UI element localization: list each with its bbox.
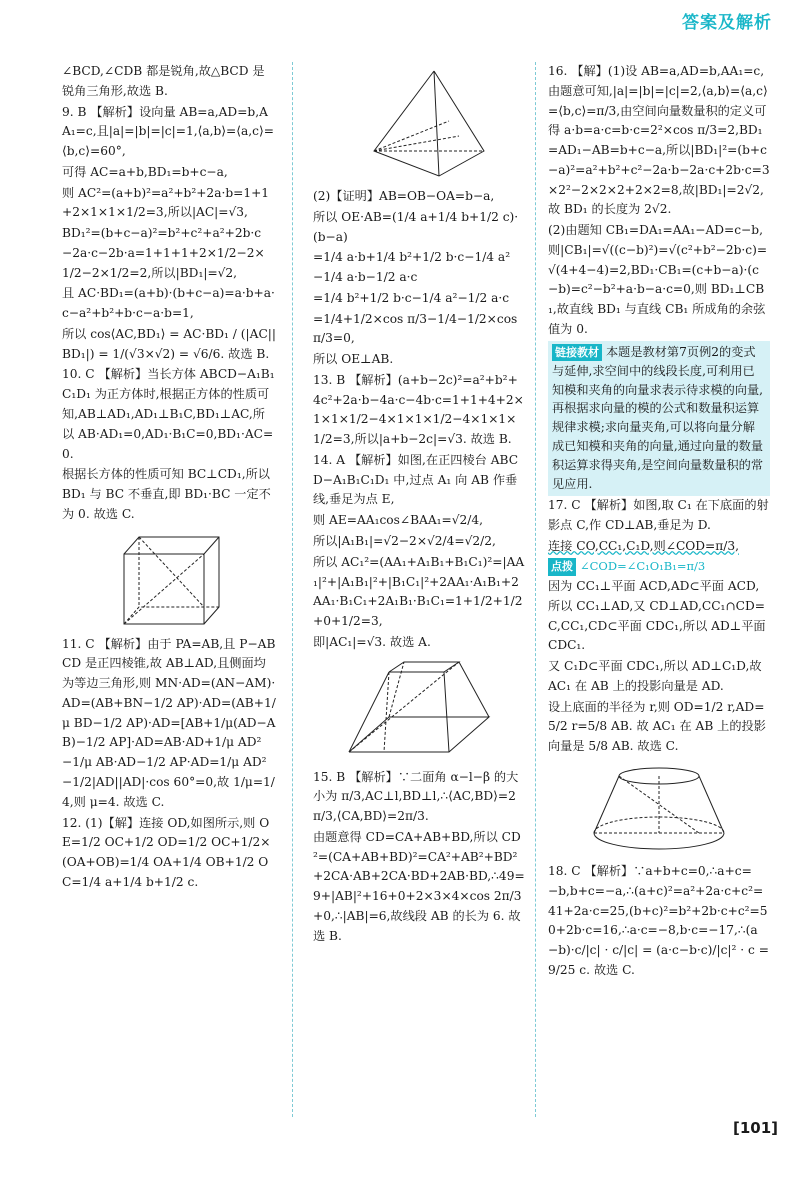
page-header-title: 答案及解析 xyxy=(682,13,772,33)
answer-text: 可得 AC=a+b,BD₁=b+c−a, xyxy=(62,164,228,179)
column-middle xyxy=(313,62,525,948)
answer-16: 16. 【解】(1)设 AB=a,AD=b,AA₁=c,由题意可知,|a|=|b|=|c|=2,⟨a,b⟩=⟨a,c⟩=⟨b,c⟩=π/3,由空间向量数量积的定义可得 a·b=a·c=b·c=2²×cos π/3=2,BD₁=AD₁−AB=b+c−a,所以|BD₁|²=(b+c−a)²=a²+b²+c²−2a·b−2a·c+2b·c=3×2²−2×2×2+2×2=8,故|BD₁|=2√2,故 BD₁ 的长度为 2√2. xyxy=(548,64,770,217)
answer-text: =1/4+1/2×cos π/3−1/4−1/2×cos π/3=0, xyxy=(313,311,518,346)
answer-11: 11. C 【解析】由于 PA=AB,且 P−ABCD 是正四棱锥,故 AB⊥AD,且侧面均为等边三角形,则 MN·AD=(AN−AM)·AD=(AB+BN−1/2 AP)·AD=(AB+1/μ BD−1/2 AP)·AD=[AB+1/μ(AD−AB)−1/2 AP]·AD=AB·AD+1/μ AD²−1/μ AB·AD−1/2 AP·AD=1/μ AD²−1/2|AD||AD|·cos 60°=0,故 1/μ=1/4,则 μ=4. 故选 C. xyxy=(62,636,276,809)
note-tag: 链接教材 xyxy=(552,344,602,361)
hint-text: ∠COD=∠C₁O₁B₁=π/3 xyxy=(580,559,706,574)
answer-15: 15. B 【解析】∵二面角 α−l−β 的大小为 π/3,AC⊥l,BD⊥l,∴⟨AC,BD⟩=2π/3,⟨CA,BD⟩=2π/3. xyxy=(313,769,519,824)
tetrahedron-figure xyxy=(339,66,499,181)
answer-12: 12. (1)【解】连接 OD,如图所示,则 OE=1/2 OC+1/2 OD=1/2 OC+1/2×(OA+OB)=1/4 OA+1/4 OB+1/2 OC=1/4 a+1/4 b+1/2 c. xyxy=(62,815,271,889)
note-text: 本题是教材第7页例2的变式与延伸,求空间中的线段长度,可利用已知模和夹角的向量求表示待求模的向量,再根据求向量的模的公式和数量积运算规律求模;求向量夹角,可以将向量分解成已知模和夹角的向量,通过向量的数量积运算求得夹角,是空间向量数量积的常见应用. xyxy=(552,344,764,492)
frustum-top xyxy=(389,662,459,672)
tetrahedron-edges xyxy=(374,71,484,176)
answer-text: 连接 CO,CC₁,C₁D,则∠COD=π/3, xyxy=(548,538,739,553)
frustum-bottom-ellipse-front xyxy=(594,833,724,849)
answer-text: 所以 cos⟨AC,BD₁⟩ = AC·BD₁ / (|AC||BD₁|) = 1/(√3×√2) = √6/6. 故选 B. xyxy=(62,326,276,361)
answer-9: 9. B 【解析】设向量 AB=a,AD=b,AA₁=c,且|a|=|b|=|c|=1,⟨a,b⟩=⟨a,c⟩=⟨b,c⟩=60°, xyxy=(62,104,274,159)
answer-text: 设上底面的半径为 r,则 OD=1/2 r,AD=5/2 r=5/8 AB. 故 AC₁ 在 AB 上的投影向量是 5/8 AB. 故选 C. xyxy=(548,699,766,754)
hint-tag: 点拨 xyxy=(548,558,576,576)
hint-line xyxy=(548,557,770,576)
frustum-figure xyxy=(344,657,494,762)
cuboid-figure xyxy=(104,529,234,629)
answer-text: BD₁²=(b+c−a)²=b²+c²+a²+2b·c−2a·c−2b·a=1+1+1+2×1/2−2×1/2−2×1/2=2,所以|BD₁|=√2, xyxy=(62,226,265,280)
column-left xyxy=(62,62,276,894)
column-divider xyxy=(535,62,536,1117)
answer-text: 所以 OE⊥AB. xyxy=(313,352,394,367)
answer-text: 所以 OE·AB=(1/4 a+1/4 b+1/2 c)·(b−a) xyxy=(313,209,519,244)
answer-14: 14. A 【解析】如图,在正四棱台 ABCD−A₁B₁C₁D₁ 中,过点 A₁ 向 AB 作垂线,垂足为点 E, xyxy=(313,452,519,507)
answer-text: 即|AC₁|=√3. 故选 A. xyxy=(313,634,431,649)
answer-17: 17. C 【解析】如图,取 C₁ 在下底面的射影点 C,作 CD⊥AB,垂足为 D. xyxy=(548,497,769,532)
answer-text: 则 AE=AA₁cos∠BAA₁=√2/4, xyxy=(313,513,484,528)
textbook-link-note xyxy=(548,341,770,496)
answer-text: (2)由题知 CB₁=DA₁=AA₁−AD=c−b,则|CB₁|=√((c−b)²)=√(c²+b²−2b·c)=√(4+4−4)=2,BD₁·CB₁=(c+b−a)·(c−b)=c²−b²+a·b−a·c=0,则 BD₁⊥CB₁,故直线 BD₁ 与直线 CB₁ 所成角的余弦值为 0. xyxy=(548,223,768,336)
answer-text: ∠BCD,∠CDB 都是锐角,故△BCD 是锐角三角形,故选 B. xyxy=(62,64,265,98)
answer-text: 根据长方体的性质可知 BC⊥CD₁,所以 BD₁ 与 BC 不垂直,即 BD₁·BC 一定不为 0. 故选 C. xyxy=(62,467,271,521)
answer-13: 13. B 【解析】(a+b−2c)²=a²+b²+4c²+2a·b−4a·c−4b·c=1+1+4+2×1×1×1/2−4×1×1×1/2−4×1×1×1/2=3,所以|a+b−2c|=√3. 故选 B. xyxy=(313,372,524,447)
answer-text: 且 AC·BD₁=(a+b)·(b+c−a)=a·b+a·c−a²+b²+b·c−a·b=1, xyxy=(62,286,275,321)
answer-text: 因为 CC₁⊥平面 ACD,AD⊂平面 ACD,所以 CC₁⊥AD,又 CD⊥AD,CC₁∩CD=C,CC₁,CD⊂平面 CDC₁,所以 AD⊥平面 CDC₁. xyxy=(548,579,766,653)
answer-10: 10. C 【解析】当长方体 ABCD−A₁B₁C₁D₁ 为正方体时,根据正方体的性质可知,AB⊥AD₁,AD₁⊥B₁C,BD₁⊥AC,所以 AB·AD₁=0,AD₁·B₁C=0,BD₁·AC=0. xyxy=(62,367,275,461)
answer-text: 由题意得 CD=CA+AB+BD,所以 CD²=(CA+AB+BD)²=CA²+AB²+BD²+2CA·AB+2CA·BD+2AB·BD,∴49=9+|AB|²+16+0+2×3×4×cos 2π/3+0,∴|AB|=6,故线段 AB 的长为 6. 故选 B. xyxy=(313,829,525,943)
answer-text: 又 C₁D⊂平面 CDC₁,所以 AD⊥C₁D,故 AC₁ 在 AB 上的投影向量是 AD. xyxy=(548,659,762,693)
answer-text: 则 AC²=(a+b)²=a²+b²+2a·b=1+1+2×1×1×1/2=3,所以|AC|=√3, xyxy=(62,185,270,220)
column-right xyxy=(548,62,770,982)
page-number: [101] xyxy=(732,1118,778,1137)
answer-text: 所以 AC₁²=(AA₁+A₁B₁+B₁C₁)²=|AA₁|²+|A₁B₁|²+|B₁C₁|²+2AA₁·A₁B₁+2AA₁·B₁C₁+2A₁B₁·B₁C₁=1+1/2+1/2+0+1/2=3, xyxy=(313,554,525,629)
answer-text: 所以|A₁B₁|=√2−2×√2/4=√2/2, xyxy=(313,534,496,549)
answer-text: =1/4 b²+1/2 b·c−1/4 a²−1/2 a·c xyxy=(313,290,510,305)
cuboid-back-edges xyxy=(124,537,219,624)
column-divider xyxy=(292,62,293,1117)
answer-text: =1/4 a·b+1/4 b²+1/2 b·c−1/4 a²−1/4 a·b−1/2 a·c xyxy=(313,250,511,285)
cone-frustum-figure xyxy=(589,761,729,856)
answer-text: (2)【证明】AB=OB−OA=b−a, xyxy=(313,189,495,203)
answer-18: 18. C 【解析】∵a+b+c=0,∴a+c=−b,b+c=−a,∴(a+c)²=a²+2a·c+c²=41+2a·c=25,(b+c)²=b²+2b·c+c²=50+2b·c=16,∴a·c=−8,b·c=−17,∴(a−b)·c/|c| · c/|c| = (a·c−b·c)/|c|² · c = 9/25 c. 故选 C. xyxy=(548,863,769,977)
